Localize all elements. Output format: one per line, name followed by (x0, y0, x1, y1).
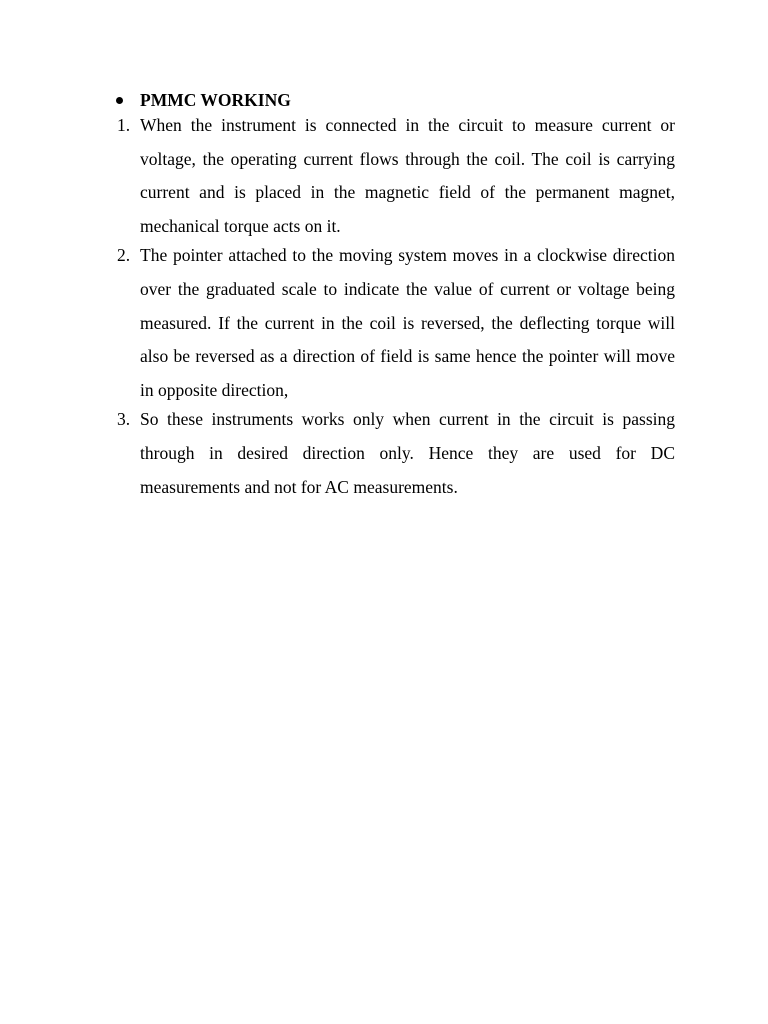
heading-text: PMMC WORKING (140, 90, 291, 110)
list-item (114, 109, 675, 243)
list-item-number: 2. (117, 245, 131, 266)
list-item-text: The pointer attached to the moving system moves in a clockwise direction over the graduated scale to indicate the value of current or voltage being measured. If the current in the coil is reversed, the deflecting torque will also be reversed as a direction of field is same hence the pointer will move in opposite direction, (140, 245, 675, 400)
list-item-text: So these instruments works only when current in the circuit is passing through in desired direction only. Hence they are used for DC measurements and not for AC measurements. (140, 409, 675, 497)
list-item (114, 239, 675, 407)
list-item-text: When the instrument is connected in the circuit to measure current or voltage, the operating current flows through the coil. The coil is carrying current and is placed in the magnetic field of the permanent magnet, mechanical torque acts on it. (140, 115, 675, 236)
bullet-icon (116, 97, 123, 104)
list-item-number: 3. (117, 409, 131, 430)
list-item (114, 403, 675, 504)
list-item-number: 1. (117, 115, 131, 135)
numbered-list (114, 109, 675, 504)
document-content (114, 88, 675, 504)
